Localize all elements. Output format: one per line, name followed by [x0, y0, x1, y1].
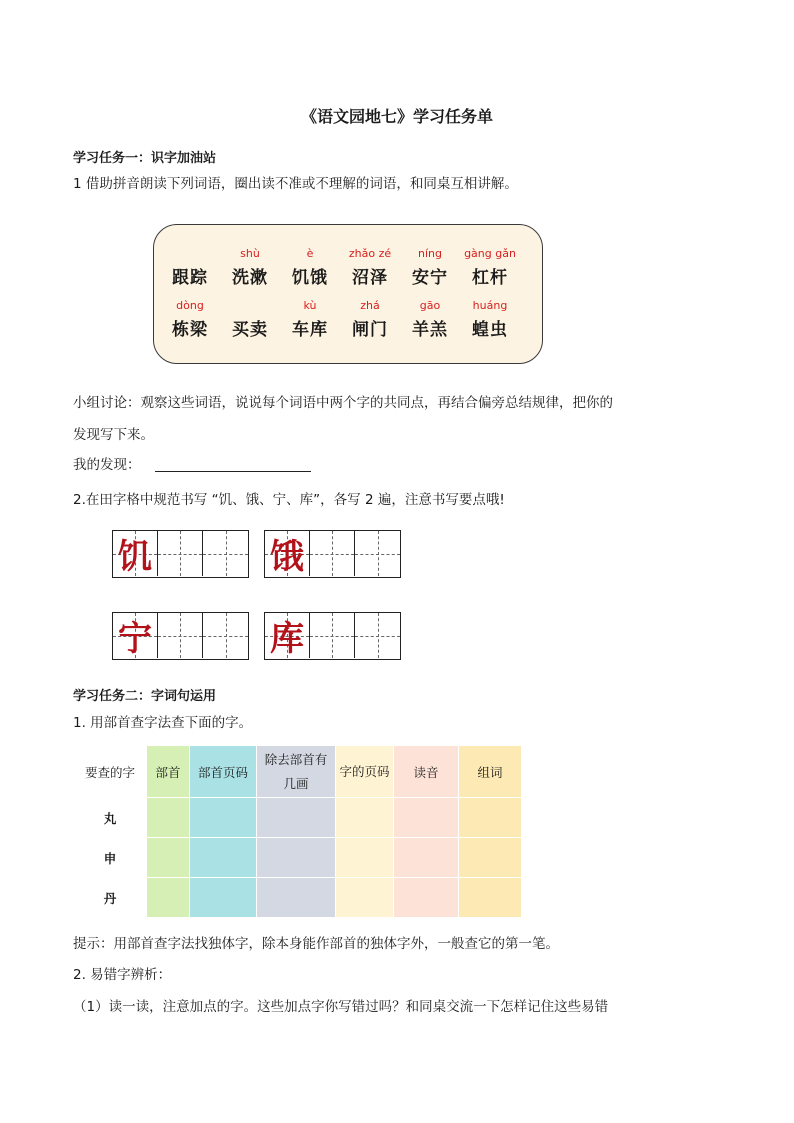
answer-cell[interactable] [190, 838, 257, 878]
table-row [74, 878, 522, 918]
word-item[interactable] [460, 247, 520, 288]
task1-question-2: 2.在田字格中规范书写 “饥、饿、宁、库”，各写 2 遍，注意书写要点哦! [73, 492, 505, 508]
word-item[interactable] [160, 299, 220, 340]
model-char: 饥 [118, 537, 152, 577]
model-char: 宁 [118, 619, 152, 659]
word-text: 洗漱 [232, 268, 268, 288]
pinyin: gàng gǎn [464, 247, 516, 260]
finding-label: 我的发现： [73, 457, 141, 473]
header-cell: 字的页码 [336, 746, 394, 798]
word-text: 沼泽 [352, 268, 388, 288]
word-text: 车库 [292, 320, 328, 340]
word-text: 跟踪 [172, 268, 208, 288]
answer-cell[interactable] [336, 798, 394, 838]
task1-question-1: 1 借助拼音朗读下列词语，圈出读不准或不理解的词语，和同桌互相讲解。 [73, 176, 518, 192]
answer-cell[interactable] [257, 878, 336, 918]
answer-cell[interactable] [147, 878, 190, 918]
grid-ning[interactable] [112, 612, 249, 660]
word-item[interactable] [400, 247, 460, 288]
word-item[interactable] [220, 299, 280, 340]
word-text: 杠杆 [472, 268, 508, 288]
table-row [74, 798, 522, 838]
answer-cell[interactable] [190, 878, 257, 918]
discussion-line-1: 小组讨论：观察这些词语，说说每个词语中两个字的共同点，再结合偏旁总结规律，把你的 [73, 395, 613, 411]
word-text: 闸门 [352, 320, 388, 340]
pinyin [160, 247, 220, 263]
writing-cell[interactable] [355, 531, 400, 576]
writing-cell[interactable] [203, 613, 248, 658]
tip-text: 提示：用部首查字法找独体字，除本身能作部首的独体字外，一般查它的第一笔。 [73, 936, 559, 952]
writing-cell[interactable] [158, 613, 203, 658]
pinyin: dòng [176, 299, 204, 312]
pinyin: kù [303, 299, 317, 312]
finding-answer-line[interactable] [155, 471, 311, 472]
word-item[interactable] [220, 247, 280, 288]
task2-question-2-1: （1）读一读，注意加点的字。这些加点字你写错过吗？和同桌交流一下怎样记住这些易错 [73, 999, 609, 1015]
model-char: 饿 [270, 537, 304, 577]
task2-heading: 学习任务二：字词句运用 [73, 689, 217, 704]
header-cell: 除去部首有几画 [257, 746, 336, 798]
header-cell: 读音 [394, 746, 459, 798]
lookup-char: 申 [74, 838, 147, 878]
radical-lookup-table [73, 745, 522, 918]
word-text: 安宁 [412, 268, 448, 288]
word-item[interactable] [340, 299, 400, 340]
task1-heading: 学习任务一：识字加油站 [73, 151, 217, 166]
answer-cell[interactable] [459, 838, 522, 878]
writing-cell[interactable] [158, 531, 203, 576]
word-row-2 [160, 299, 520, 340]
writing-cell[interactable] [310, 613, 355, 658]
word-item[interactable] [160, 247, 220, 288]
grid-e[interactable] [264, 530, 401, 578]
answer-cell[interactable] [147, 798, 190, 838]
table-header-row [74, 746, 522, 798]
discussion-line-2: 发现写下来。 [73, 427, 154, 443]
word-box [153, 224, 543, 364]
grid-ku[interactable] [264, 612, 401, 660]
word-item[interactable] [460, 299, 520, 340]
word-text: 羊羔 [412, 320, 448, 340]
writing-cell[interactable] [310, 531, 355, 576]
header-cell: 部首 [147, 746, 190, 798]
answer-cell[interactable] [336, 878, 394, 918]
answer-cell[interactable] [459, 878, 522, 918]
page-title: 《语文园地七》学习任务单 [300, 107, 493, 126]
answer-cell[interactable] [459, 798, 522, 838]
pinyin: è [306, 247, 314, 260]
answer-cell[interactable] [394, 838, 459, 878]
pinyin: zhá [360, 299, 380, 312]
task2-question-2: 2. 易错字辨析： [73, 967, 172, 983]
writing-cell[interactable] [203, 531, 248, 576]
word-item[interactable] [280, 299, 340, 340]
pinyin: zhǎo zé [348, 247, 392, 260]
lookup-char: 丸 [74, 798, 147, 838]
header-cell: 部首页码 [190, 746, 257, 798]
table-row [74, 838, 522, 878]
word-text: 买卖 [232, 320, 268, 340]
grid-ji[interactable] [112, 530, 249, 578]
answer-cell[interactable] [257, 798, 336, 838]
model-char: 库 [270, 619, 304, 659]
lookup-char: 丹 [74, 878, 147, 918]
word-item[interactable] [340, 247, 400, 288]
pinyin: shù [240, 247, 260, 260]
pinyin: níng [418, 247, 442, 260]
answer-cell[interactable] [257, 838, 336, 878]
task2-question-1: 1. 用部首查字法查下面的字。 [73, 715, 253, 731]
pinyin [220, 299, 280, 315]
pinyin: huáng [472, 299, 508, 312]
answer-cell[interactable] [394, 878, 459, 918]
word-text: 蝗虫 [472, 320, 508, 340]
word-text: 栋梁 [172, 320, 208, 340]
header-cell: 要查的字 [74, 746, 147, 798]
writing-cell[interactable] [355, 613, 400, 658]
pinyin: gāo [419, 299, 441, 312]
word-text: 饥饿 [292, 268, 328, 288]
answer-cell[interactable] [190, 798, 257, 838]
word-item[interactable] [400, 299, 460, 340]
answer-cell[interactable] [394, 798, 459, 838]
word-item[interactable] [280, 247, 340, 288]
answer-cell[interactable] [147, 838, 190, 878]
header-cell: 组词 [459, 746, 522, 798]
answer-cell[interactable] [336, 838, 394, 878]
word-row-1 [160, 247, 520, 288]
